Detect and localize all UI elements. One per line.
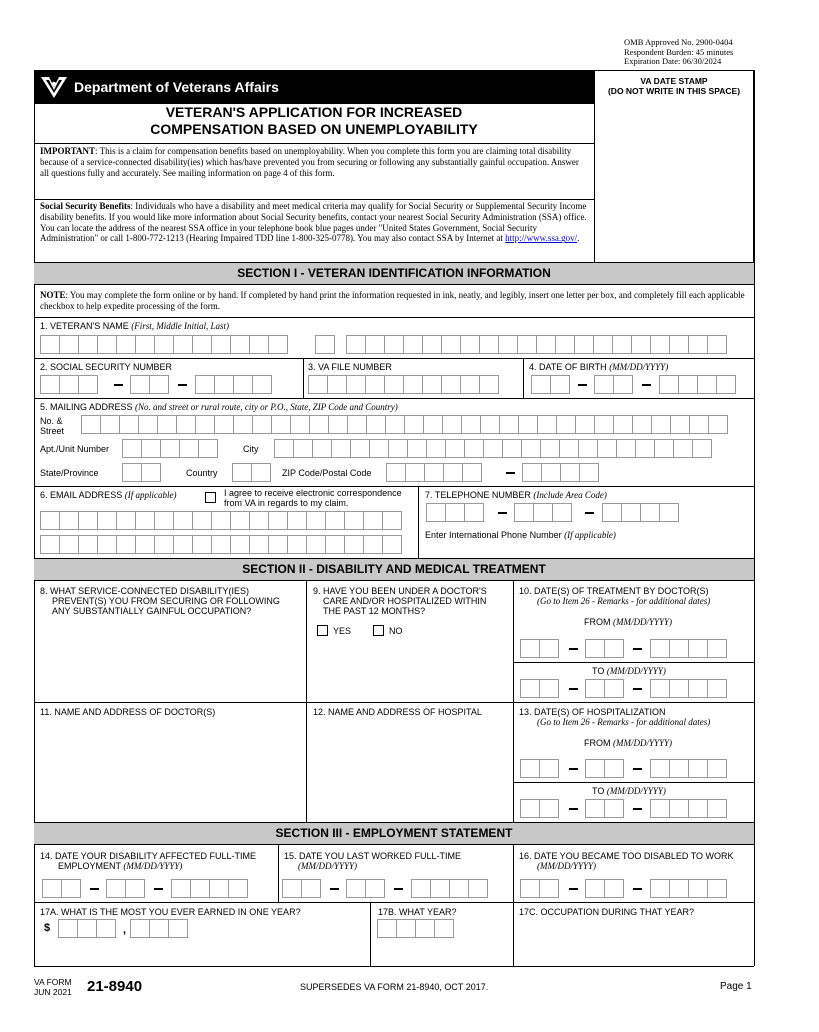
va-date-stamp-area — [594, 70, 754, 262]
ssn-part3[interactable] — [195, 375, 271, 394]
doctor-care-question: 9. HAVE YOU BEEN UNDER A DOCTOR'S CARE AND/OR HOSPITALIZED WITHIN THE PAST 12 MONTHS? — [313, 586, 487, 616]
ssa-notice: Social Security Benefits: Individuals who have a disability and meet medical criteria may qualify for Social Security or Supplemental Security Income disability benefits. If you would like more information about Social Security benefits, contact your nearest Social Security Administration (SSA) office. You can locate the address of the nearest SSA office in your telephone book blue pages under "United States Government, Social Security Administration" or call 1-800-772-1213 (Hearing Impaired TDD line 1-800-325-0778). You may also contact SSA by Internet at http://www.ssa.gov/. — [40, 201, 587, 244]
city-boxes[interactable] — [274, 439, 711, 458]
va-seal-icon — [40, 75, 68, 99]
hospitalization-to-year[interactable] — [650, 799, 726, 818]
most-earned-thousands[interactable] — [58, 919, 115, 938]
email-label: 6. EMAIL ADDRESS (If applicable) — [40, 490, 177, 500]
international-phone-label: Enter International Phone Number (If applicable) — [425, 530, 616, 540]
expiration-date: Expiration Date: 06/30/2024 — [624, 56, 722, 66]
middle-initial-box[interactable] — [315, 335, 334, 354]
footer-form-number: 21-8940 — [87, 978, 143, 995]
disability-question: 8. WHAT SERVICE-CONNECTED DISABILITY(IES) PREVENT(S) YOU FROM SECURING OR FOLLOWING ANY SUBSTANTIALLY GAINFUL OCCUPATION? — [40, 586, 280, 616]
most-earned-units[interactable] — [130, 919, 187, 938]
disability-affected-label: 14. DATE YOUR DISABILITY AFFECTED FULL-TIME EMPLOYMENT (MM/DD/YYYY) — [40, 851, 257, 871]
first-name-boxes[interactable] — [40, 335, 287, 354]
apt-label: Apt./Unit Number — [40, 444, 110, 454]
dollar-sign: $ — [44, 922, 51, 934]
hospitalization-to-day[interactable] — [585, 799, 623, 818]
doctor-care-no-checkbox[interactable] — [373, 625, 384, 636]
last-worked-day[interactable] — [346, 879, 384, 898]
electronic-correspondence-label: I agree to receive electronic correspondence from VA in regards to my claim. — [224, 488, 402, 508]
country-boxes[interactable] — [232, 463, 270, 482]
footer-page-number: Page 1 — [720, 981, 752, 992]
last-worked-month[interactable] — [282, 879, 320, 898]
hospitalization-to-month[interactable] — [520, 799, 558, 818]
va-file-boxes[interactable] — [308, 375, 498, 394]
yes-label: YES — [333, 626, 352, 636]
zip-label: ZIP Code/Postal Code — [282, 468, 372, 478]
treatment-to-month[interactable] — [520, 679, 558, 698]
hospital-name-address-label: 12. NAME AND ADDRESS OF HOSPITAL — [313, 707, 482, 717]
dob-day[interactable] — [594, 375, 632, 394]
occupation-label: 17C. OCCUPATION DURING THAT YEAR? — [519, 907, 695, 917]
country-label: Country — [186, 468, 218, 478]
footer-supersedes: SUPERSEDES VA FORM 21-8940, OCT 2017. — [300, 982, 489, 992]
veteran-name-label: 1. VETERAN'S NAME (First, Middle Initial, Last) — [40, 321, 229, 331]
street-boxes[interactable] — [81, 415, 727, 434]
what-year-boxes[interactable] — [377, 919, 453, 938]
omb-number: OMB Approved No. 2900-0404 — [624, 37, 733, 47]
section-1-header: SECTION I - VETERAN IDENTIFICATION INFORMATION — [34, 262, 754, 285]
mailing-address-label: 5. MAILING ADDRESS (No. and street or rural route, city or P.O., State, ZIP Code and Country) — [40, 402, 398, 412]
most-earned-label: 17A. WHAT IS THE MOST YOU EVER EARNED IN ONE YEAR? — [40, 907, 301, 917]
respondent-burden: Respondent Burden: 45 minutes — [624, 46, 734, 57]
doctor-name-address-label: 11. NAME AND ADDRESS OF DOCTOR(S) — [40, 707, 216, 717]
hospitalization-from-year[interactable] — [650, 759, 726, 778]
no-street-label: No. & Street — [40, 416, 65, 436]
section-2-header: SECTION II - DISABILITY AND MEDICAL TREATMENT — [34, 558, 754, 581]
treatment-from-month[interactable] — [520, 639, 558, 658]
treatment-to-day[interactable] — [585, 679, 623, 698]
ssn-part1[interactable] — [40, 375, 97, 394]
ssa-link[interactable]: http://www.ssa.gov/ — [505, 233, 578, 244]
section-3-header: SECTION III - EMPLOYMENT STATEMENT — [34, 822, 754, 845]
dob-year[interactable] — [659, 375, 735, 394]
phone-area-code[interactable] — [426, 503, 483, 522]
footer-form-id: VA FORM JUN 2021 — [34, 977, 72, 997]
email-boxes-row1[interactable] — [40, 511, 401, 530]
apt-boxes[interactable] — [122, 439, 217, 458]
form-title: VETERAN'S APPLICATION FOR INCREASED COMPENSATION BASED ON UNEMPLOYABILITY — [150, 104, 478, 137]
zip-ext-boxes[interactable] — [522, 463, 598, 482]
telephone-label: 7. TELEPHONE NUMBER (Include Area Code) — [425, 490, 607, 500]
treatment-to-label: TO (MM/DD/YYYY) — [592, 666, 666, 676]
electronic-correspondence-checkbox[interactable] — [205, 492, 216, 503]
phone-line[interactable] — [602, 503, 678, 522]
disability-affected-month[interactable] — [42, 879, 80, 898]
city-label: City — [243, 444, 259, 454]
what-year-label: 17B. WHAT YEAR? — [378, 907, 457, 917]
va-file-label: 3. VA FILE NUMBER — [308, 362, 392, 372]
state-label: State/Province — [40, 468, 99, 478]
too-disabled-label: 16. DATE YOU BECAME TOO DISABLED TO WORK (MM/DD/YYYY) — [519, 851, 734, 871]
phone-prefix[interactable] — [514, 503, 571, 522]
dob-label: 4. DATE OF BIRTH (MM/DD/YYYY) — [529, 362, 669, 372]
date-stamp-title: VA DATE STAMP — [640, 76, 708, 86]
date-stamp-note: (DO NOT WRITE IN THIS SPACE) — [607, 86, 741, 96]
disability-affected-day[interactable] — [106, 879, 144, 898]
last-worked-year[interactable] — [411, 879, 487, 898]
treatment-dates-label: 10. DATE(S) OF TREATMENT BY DOCTOR(S) (Go to Item 26 - Remarks - for additional dates) — [519, 586, 711, 606]
ssn-part2[interactable] — [130, 375, 168, 394]
doctor-care-yes-checkbox[interactable] — [317, 625, 328, 636]
too-disabled-year[interactable] — [650, 879, 726, 898]
important-notice: IMPORTANT: This is a claim for compensation benefits based on unemployability. When you complete this form you are claiming total disability because of a service-connected disability(ies) which has/have prevented you from securing or following any substantially gainful occupation. Answer all questions fully and accurately. See mailing information on page 4 of this form. — [40, 146, 579, 178]
header-bar — [34, 70, 594, 104]
hospitalization-from-label: FROM (MM/DD/YYYY) — [584, 738, 673, 748]
ssn-label: 2. SOCIAL SECURITY NUMBER — [40, 362, 173, 372]
hospitalization-from-day[interactable] — [585, 759, 623, 778]
treatment-to-year[interactable] — [650, 679, 726, 698]
omb-block — [624, 38, 733, 67]
hospitalization-to-label: TO (MM/DD/YYYY) — [592, 786, 666, 796]
treatment-from-day[interactable] — [585, 639, 623, 658]
treatment-from-year[interactable] — [650, 639, 726, 658]
section-1-note: NOTE: You may complete the form online or by hand. If completed by hand print the information requested in ink, neatly, and legibly, insert one letter per box, and completely fill each applicable checkbox to help expedite processing of the form. — [40, 290, 745, 311]
hospitalization-from-month[interactable] — [520, 759, 558, 778]
comma-separator: , — [123, 924, 127, 936]
no-label: NO — [389, 626, 403, 636]
last-worked-label: 15. DATE YOU LAST WORKED FULL-TIME (MM/DD/YYYY) — [284, 851, 462, 871]
too-disabled-month[interactable] — [520, 879, 558, 898]
too-disabled-day[interactable] — [585, 879, 623, 898]
hospitalization-dates-label: 13. DATE(S) OF HOSPITALIZATION (Go to Item 26 - Remarks - for additional dates) — [519, 707, 711, 727]
department-name: Department of Veterans Affairs — [74, 79, 279, 95]
dob-month[interactable] — [531, 375, 569, 394]
disability-affected-year[interactable] — [171, 879, 247, 898]
zip-boxes[interactable] — [386, 463, 481, 482]
last-name-boxes[interactable] — [346, 335, 726, 354]
state-boxes[interactable] — [122, 463, 160, 482]
treatment-from-label: FROM (MM/DD/YYYY) — [584, 617, 673, 627]
email-boxes-row2[interactable] — [40, 535, 401, 554]
